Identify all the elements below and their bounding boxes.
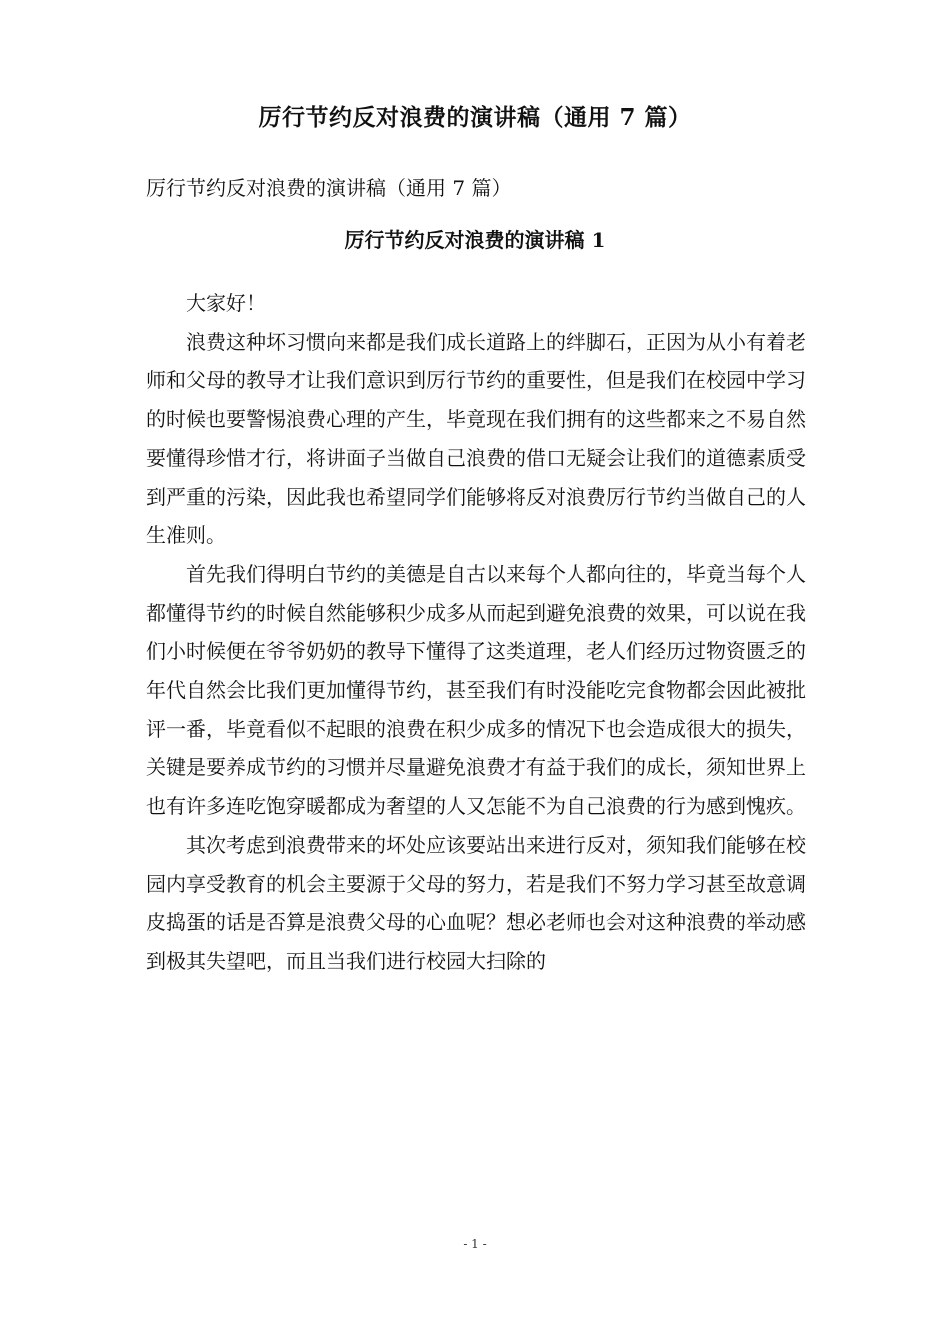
paragraph: 首先我们得明白节约的美德是自古以来每个人都向往的，毕竟当每个人都懂得节约的时候自然能够积少成多从而起到避免浪费的效果，可以说在我们小时候便在爷爷奶奶的教导下懂得了这类道理，老人们经历过物资匮乏的年代自然会比我们更加懂得节约，甚至我们有时没能吃完食物都会因此被批评一番，毕竟看似不起眼的浪费在积少成多的情况下也会造成很大的损失，关键是要养成节约的习惯并尽量避免浪费才有益于我们的成长，须知世界上也有许多连吃饱穿暖都成为奢望的人又怎能不为自己浪费的行为感到愧疚。 <box>146 561 806 819</box>
document-subtitle: 厉行节约反对浪费的演讲稿（通用 7 篇） <box>146 176 512 200</box>
body-text <box>146 284 806 981</box>
page-number: - 1 - <box>463 1237 487 1251</box>
paragraph: 其次考虑到浪费带来的坏处应该要站出来进行反对，须知我们能够在校园内享受教育的机会主要源于父母的努力，若是我们不努力学习甚至故意调皮捣蛋的话是否算是浪费父母的心血呢？想必老师也会对这种浪费的举动感到极其失望吧，而且当我们进行校园大扫除的 <box>146 832 806 973</box>
document-title: 厉行节约反对浪费的演讲稿（通用 7 篇） <box>258 104 692 131</box>
paragraph: 浪费这种坏习惯向来都是我们成长道路上的绊脚石，正因为从小有着老师和父母的教导才让我们意识到厉行节约的重要性，但是我们在校园中学习的时候也要警惕浪费心理的产生，毕竟现在我们拥有的这些都来之不易自然要懂得珍惜才行，将讲面子当做自己浪费的借口无疑会让我们的道德素质受到严重的污染，因此我也希望同学们能够将反对浪费厉行节约当做自己的人生准则。 <box>146 329 806 548</box>
section-heading: 厉行节约反对浪费的演讲稿 1 <box>344 228 606 252</box>
paragraph-greeting: 大家好！ <box>186 291 266 315</box>
